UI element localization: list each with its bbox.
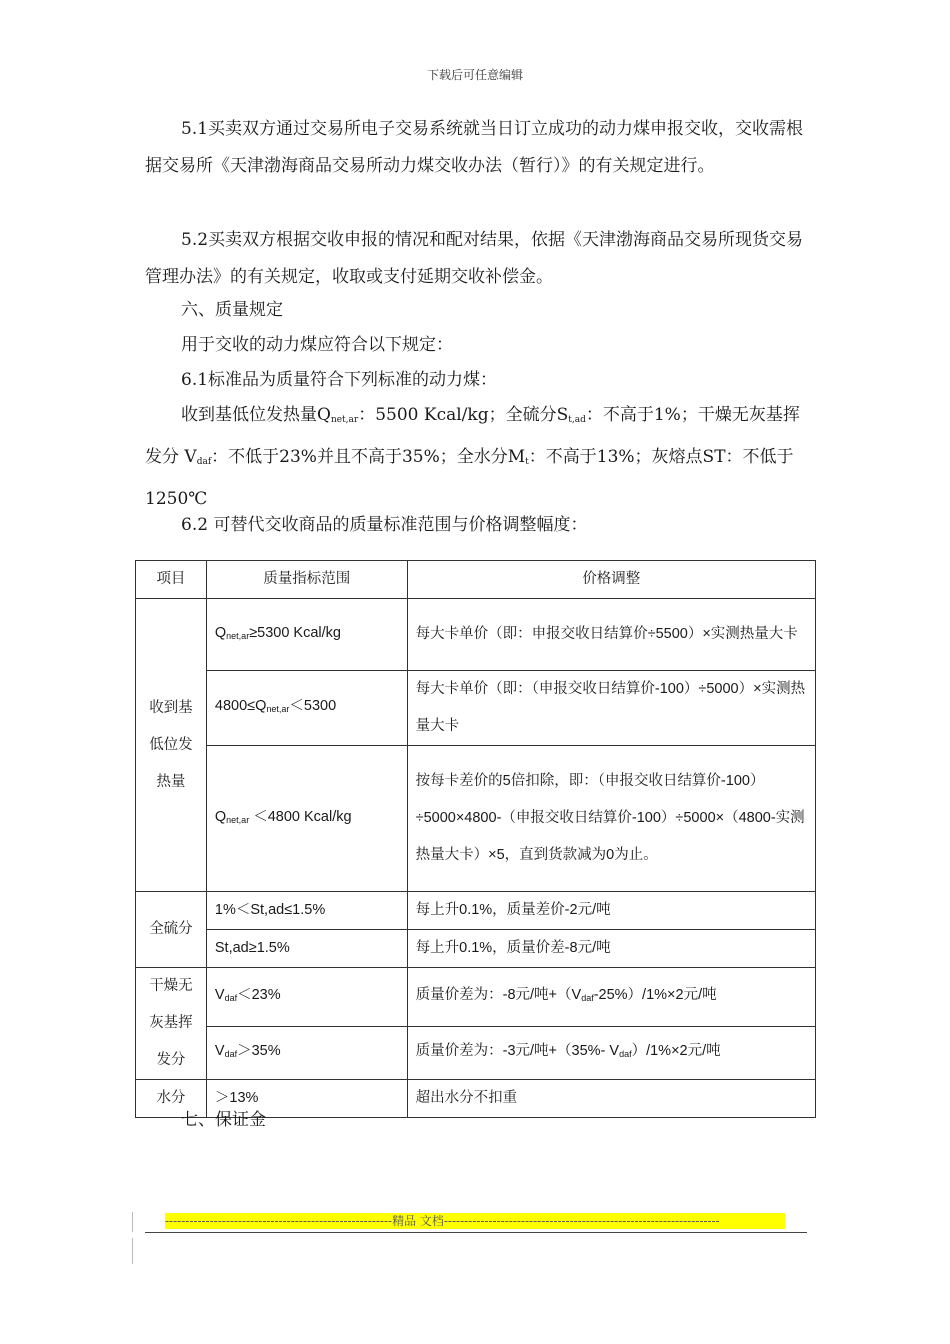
table-row xyxy=(136,746,816,892)
volatile-range-1: $V_{daf}<23\%$ xyxy=(206,968,407,1027)
paragraph-6-2: 6.2 可替代交收商品的质量标准范围与价格调整幅度： xyxy=(181,515,588,535)
sulfur-price-2: 每上升0.1%，质量价差-8元/吨 xyxy=(407,930,815,968)
paragraph-5-1: 5.1买卖双方通过交易所电子交易系统就当日订立成功的动力煤申报交收，交收需根据交易所《天津渤海商品交易所动力煤交收办法（暂行）》的有关规定进行。 xyxy=(145,119,804,176)
section-6-heading: 六、质量规定 xyxy=(181,300,283,320)
table-row xyxy=(136,599,816,671)
page-header: 下载后可任意编辑 xyxy=(426,68,523,82)
quality-table xyxy=(135,560,816,1118)
table-header-row xyxy=(136,561,816,599)
table-row xyxy=(136,892,816,930)
table-row xyxy=(136,671,816,746)
table-row xyxy=(136,1027,816,1080)
paragraph-standard-spec: 收到基低位发热量$Q_{net,ar}$：5500 Kcal/kg；全硫分$S_{t,ad}$：不高于1%；干燥无灰基挥发分 $V_{daf}$：不低于23%并且不高于35%；全水分$M_t$：不高于13%；灰熔点ST：不低于1250℃ xyxy=(145,405,800,509)
heat-price-1: 每大卡单价（即：申报交收日结算价÷5500）×实测热量大卡 xyxy=(407,599,815,671)
paragraph-intro: 用于交收的动力煤应符合以下规定： xyxy=(181,335,453,355)
header-item: 项目 xyxy=(136,561,207,599)
sulfur-category: 全硫分 xyxy=(136,892,207,968)
water-category: 水分 xyxy=(136,1080,207,1118)
table-row xyxy=(136,968,816,1027)
volatile-price-2: 质量价差为：-3元/吨+（35%- $V_{daf})/1\%\times 2$元/吨 xyxy=(407,1027,815,1080)
footer-rule xyxy=(145,1232,807,1233)
paragraph-6-1: 6.1标准品为质量符合下列标准的动力煤： xyxy=(181,370,498,390)
volatile-range-2: $V_{daf}>35\%$ xyxy=(206,1027,407,1080)
header-range: 质量指标范围 xyxy=(206,561,407,599)
heat-price-3: 按每卡差价的5倍扣除，即：（申报交收日结算价-100）÷5000×4800-（申报交收日结算价-100）÷5000×（4800-实测热量大卡）×5，直到货款减为0为止。 xyxy=(407,746,815,892)
sulfur-range-1: 1%＜St,ad≤1.5% xyxy=(206,892,407,930)
heat-range-1: $Q_{net,ar}\ge 5300$ Kcal/kg xyxy=(206,599,407,671)
volatile-category: 干燥无 灰基挥 发分 xyxy=(136,968,207,1080)
section-7-heading: 七、保证金 xyxy=(181,1110,266,1130)
water-price: 超出水分不扣重 xyxy=(407,1080,815,1118)
margin-mark-top xyxy=(132,1212,133,1232)
heat-range-2: $4800\le Q_{net,ar}<5300$ xyxy=(206,671,407,746)
sulfur-range-2: St,ad≥1.5% xyxy=(206,930,407,968)
heat-price-2: 每大卡单价（即：（申报交收日结算价-100）÷5000）×实测热量大卡 xyxy=(407,671,815,746)
water-range: ＞13% xyxy=(206,1080,407,1118)
table-row xyxy=(136,930,816,968)
sulfur-price-1: 每上升0.1%，质量差价-2元/吨 xyxy=(407,892,815,930)
volatile-price-1: 质量价差为：-8元/吨$+(V_{daf}-25\%)/1\%\times 2$元/吨 xyxy=(407,968,815,1027)
margin-mark-bottom xyxy=(132,1238,133,1264)
header-price: 价格调整 xyxy=(407,561,815,599)
paragraph-5-2: 5.2买卖双方根据交收申报的情况和配对结果，依据《天津渤海商品交易所现货交易管理办法》的有关规定，收取或支付延期交收补偿金。 xyxy=(145,230,804,287)
footer-watermark: --------------------------------------------------------精品 文档-------------------------------------------------------------------- xyxy=(165,1213,785,1229)
heat-category: 收到基 低位发 热量 xyxy=(136,599,207,892)
heat-range-3: $Q_{net,ar} <4800$ Kcal/kg xyxy=(206,746,407,892)
